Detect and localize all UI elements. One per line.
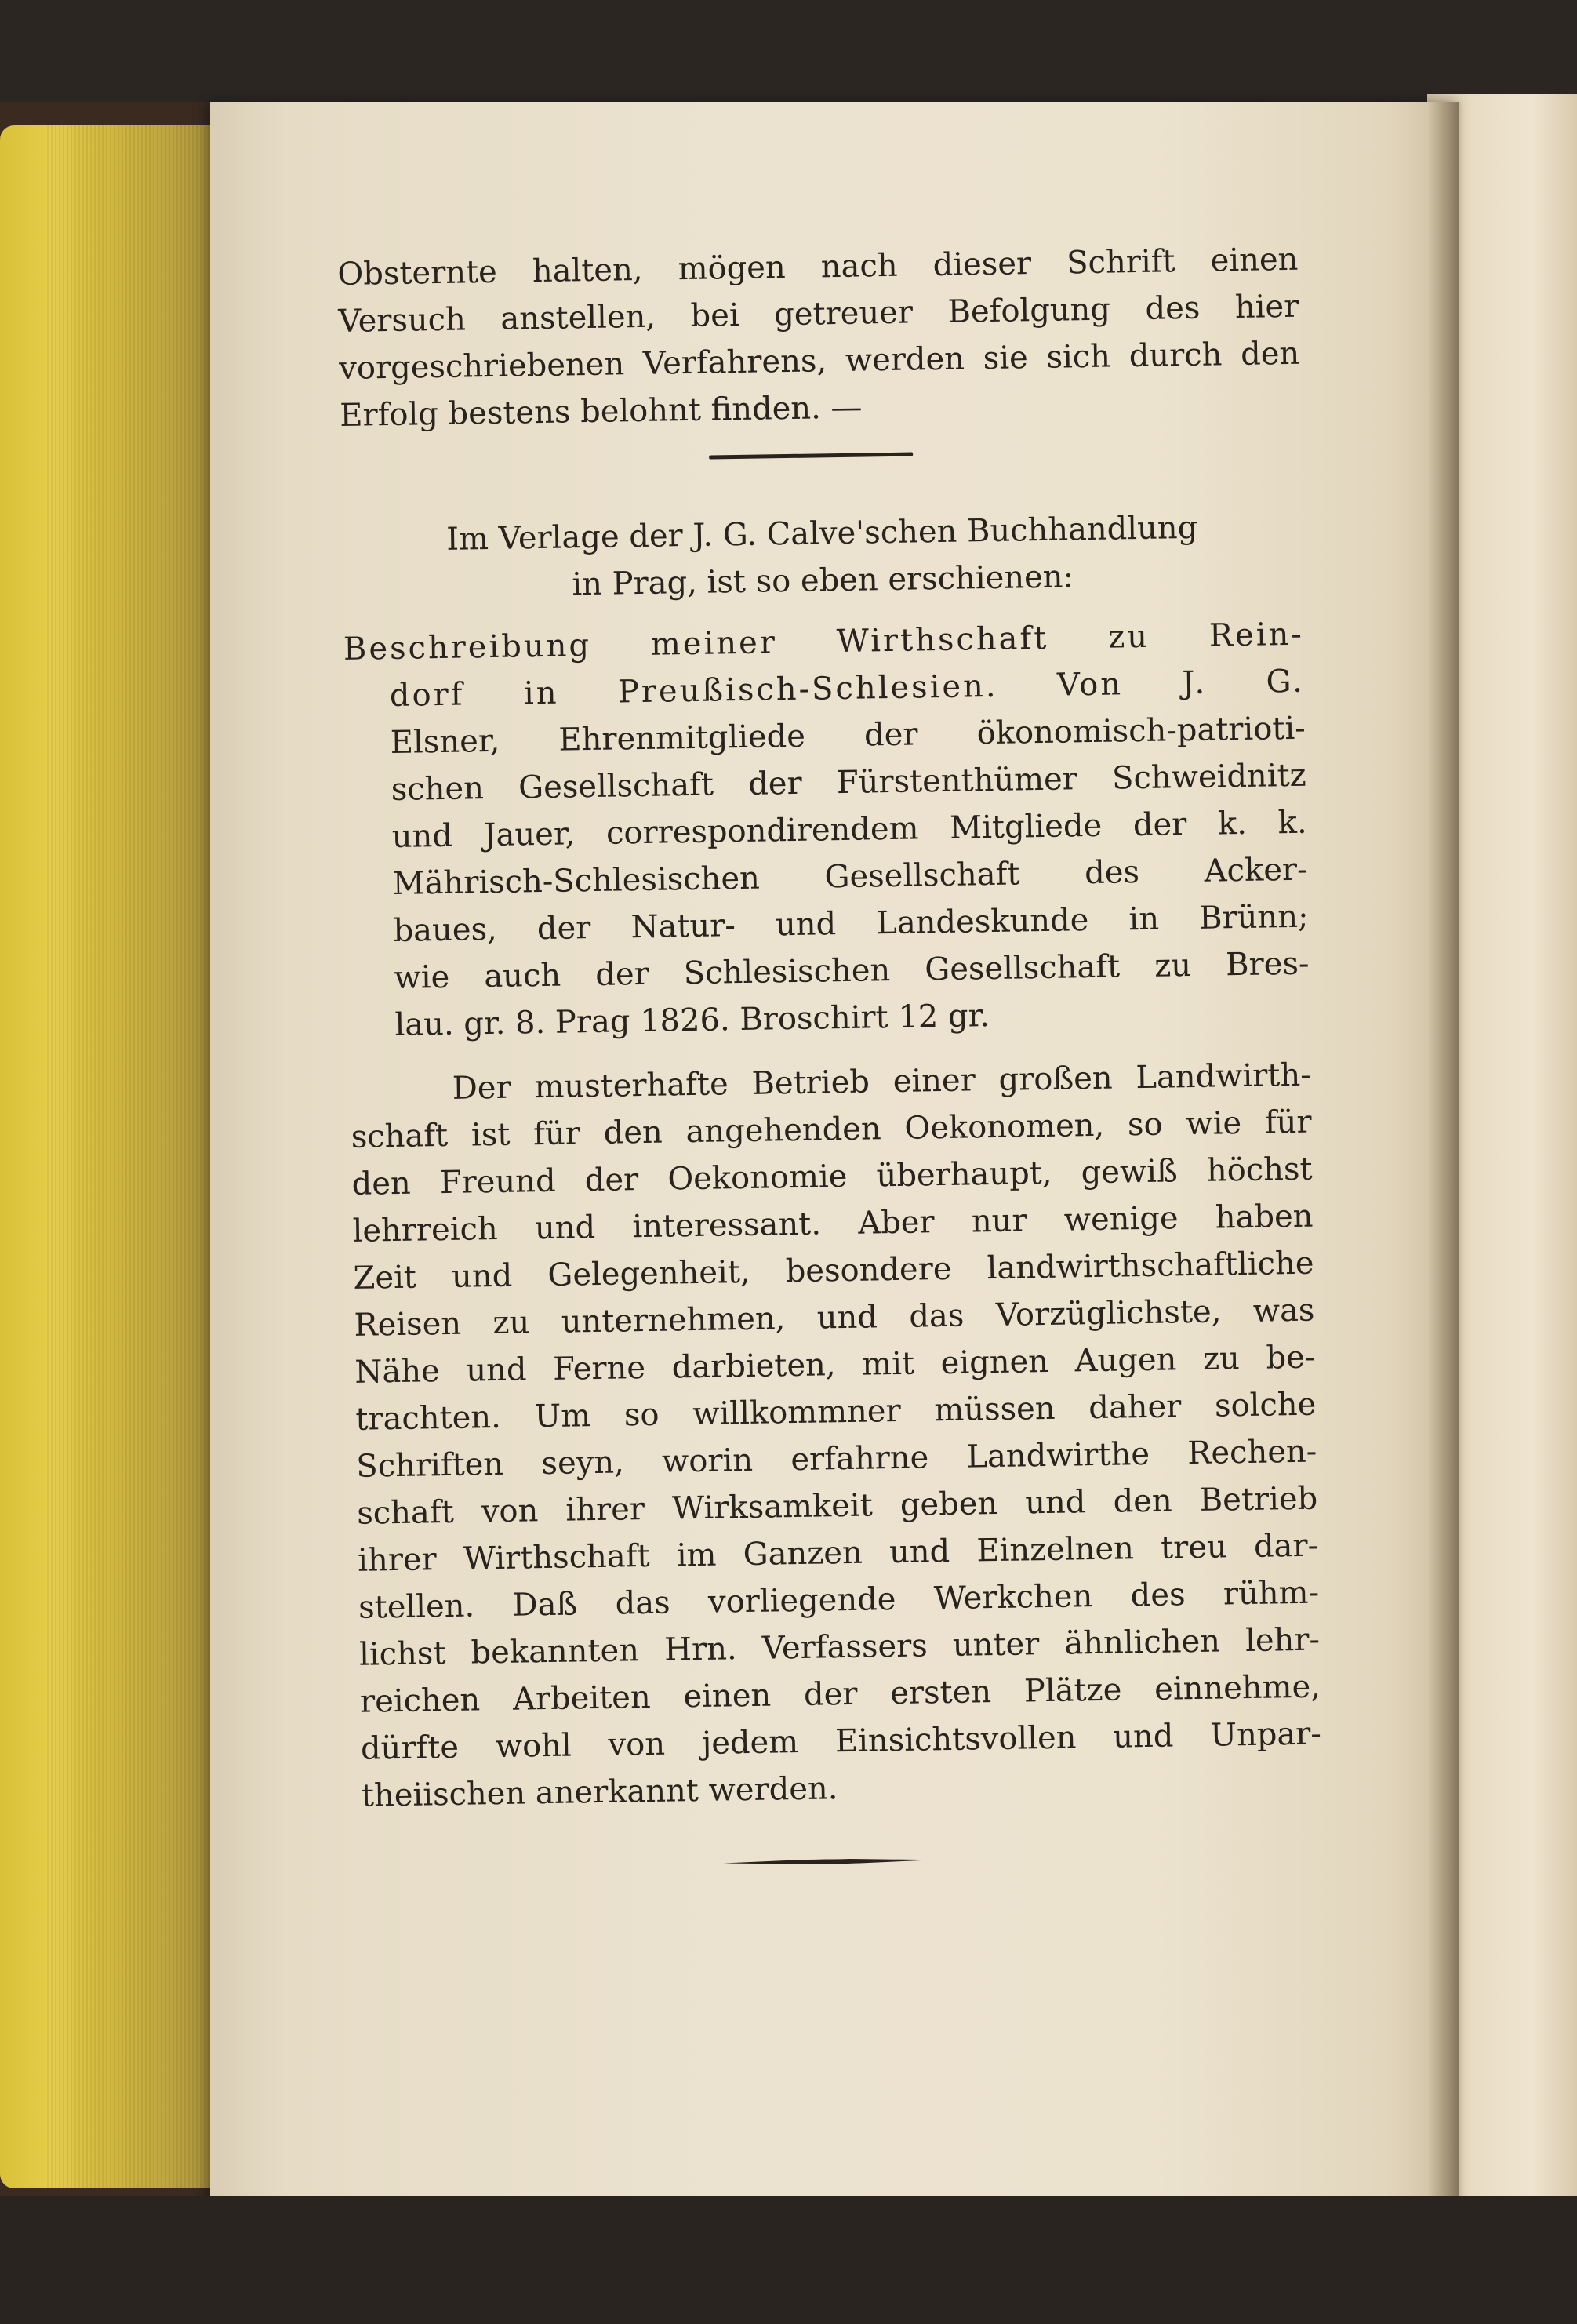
entry-line: Elsner, Ehrenmitgliede der ökonomisch-patrioti- (390, 710, 1306, 762)
text-line: vorgeschriebenen Verfahrens, werden sie sich durch den (338, 335, 1300, 387)
entry-line: lau. gr. 8. Prag 1826. Broschirt 12 gr. (394, 998, 990, 1043)
entry-line: wie auch der Schlesischen Gesellschaft zu Bres- (394, 945, 1310, 996)
text-line: lehrreich und interessant. Aber nur wenige haben (352, 1198, 1314, 1249)
entry-line: schen Gesellschaft der Fürstenthümer Schweidnitz (391, 757, 1307, 809)
text-line: trachten. Um so willkommner müssen daher solche (355, 1386, 1317, 1438)
book-entry (343, 611, 1310, 1049)
entry-line: und Jauer, correspondirendem Mitgliede der k. k. (391, 804, 1307, 855)
text-line: Zeit und Gelegenheit, besondere landwirthschaftliche (353, 1245, 1314, 1297)
paragraph-review (350, 1052, 1322, 1820)
text-line: dürfte wohl von jedem Einsichtsvollen und Unpar- (360, 1715, 1322, 1767)
entry-line: dorf in Preußisch-Schlesien. Von J. G. (389, 663, 1306, 715)
text-line: schaft ist für den angehenden Oekonomen, so wie für (351, 1104, 1312, 1155)
text-line: den Freund der Oekonomie überhaupt, gewiß höchst (351, 1151, 1313, 1202)
scan-bottom-background (0, 2196, 1577, 2324)
entry-line: baues, der Natur- und Landeskunde in Brünn; (393, 898, 1309, 949)
page-gutter-shadow (1427, 102, 1459, 2212)
text-line: Erfolg bestens belohnt finden. — (339, 389, 863, 434)
heading-line: in Prag, ist so eben erschienen: (572, 558, 1074, 603)
text-line: Obsterntе halten, mögen nach dieser Schrift einen (337, 241, 1299, 293)
text-line: ihrer Wirthschaft im Ganzen und Einzelnen treu dar- (357, 1527, 1319, 1579)
text-line: Versuch anstellen, bei getreuer Befolgung des hier (338, 288, 1299, 340)
text-line: Nähe und Ferne darbieten, mit eignen Augen zu be- (354, 1339, 1316, 1391)
text-line: schaft von ihrer Wirksamkeit geben und den Betrieb (356, 1480, 1318, 1532)
publisher-notice-heading (341, 503, 1303, 612)
heading-line: Im Verlage der J. G. Calve'schen Buchhandlung (445, 509, 1198, 558)
text-line: reichen Arbeiten einen der ersten Plätze einnehme, (359, 1668, 1321, 1720)
entry-line: Beschreibung meiner Wirthschaft zu Rein- (343, 616, 1305, 667)
text-line: Reisen zu unternehmen, und das Vorzüglichste, was (354, 1292, 1315, 1344)
text-line: lichst bekannten Hrn. Verfassers unter ähnlichen lehr- (358, 1621, 1321, 1673)
text-line: stellen. Daß das vorliegende Werkchen des rühm- (358, 1574, 1320, 1626)
text-line: Schriften seyn, worin erfahrne Landwirthe Rechen- (355, 1433, 1317, 1485)
text-line: Der musterhafte Betrieb einer großen Landwirth- (452, 1057, 1312, 1107)
text-line: theiischen anerkannt werden. (361, 1770, 838, 1814)
entry-line: Mährisch-Schlesischen Gesellschaft des Acker- (392, 851, 1308, 902)
paragraph-top (337, 236, 1301, 439)
